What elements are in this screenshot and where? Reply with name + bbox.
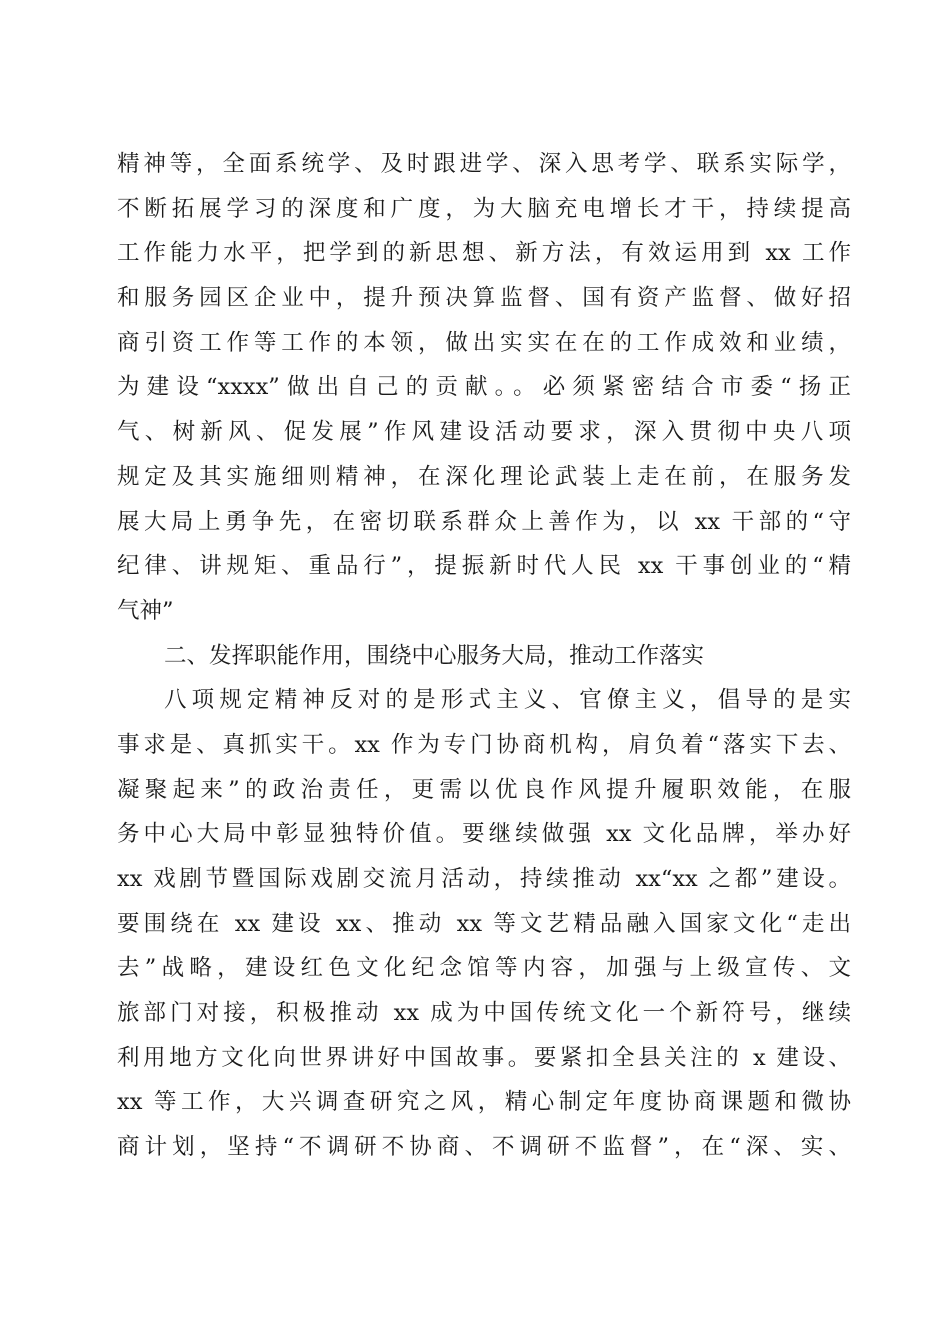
text-line: 去”战略，建设红色文化纪念馆等内容，加强与上级宣传、文 xyxy=(117,955,851,982)
text-line: 利用地方文化向世界讲好中国故事。要紧扣全县关注的 x 建设、 xyxy=(117,1044,851,1071)
text-line: xx 等工作，大兴调查研究之风，精心制定年度协商课题和微协 xyxy=(117,1089,851,1116)
text-line: 和服务园区企业中，提升预决算监督、国有资产监督、做好招 xyxy=(117,285,851,312)
text-line: 商引资工作等工作的本领，做出实实在在的工作成效和业绩， xyxy=(117,329,851,356)
text-line: 为建设“xxxx”做出自己的贡献。。必须紧密结合市委“扬正 xyxy=(117,374,851,401)
text-line: 工作能力水平，把学到的新思想、新方法，有效运用到 xx 工作 xyxy=(117,240,851,267)
text-line: 事求是、真抓实干。xx 作为专门协商机构，肩负着“落实下去、 xyxy=(117,731,851,758)
text-line: 纪律、讲规矩、重品行”，提振新时代人民 xx 干事创业的“精 xyxy=(117,553,851,580)
text-line: 旅部门对接，积极推动 xx 成为中国传统文化一个新符号，继续 xyxy=(117,1000,851,1027)
text-line: 展大局上勇争先，在密切联系群众上善作为，以 xx 干部的“守 xyxy=(117,508,851,535)
text-line: 精神等，全面系统学、及时跟进学、深入思考学、联系实际学， xyxy=(117,151,851,177)
text-line: 商计划，坚持“不调研不协商、不调研不监督”，在“深、实、 xyxy=(117,1134,851,1161)
text-line: xx 戏剧节暨国际戏剧交流月活动，持续推动 xx“xx 之都”建设。 xyxy=(117,866,851,892)
body-text xyxy=(117,142,851,1170)
text-line: 八项规定精神反对的是形式主义、官僚主义，倡导的是实 xyxy=(164,687,851,714)
text-line: 不断拓展学习的深度和广度，为大脑充电增长才干，持续提高 xyxy=(117,195,851,222)
text-line: 凝聚起来”的政治责任，更需以优良作风提升履职效能，在服 xyxy=(117,776,851,803)
text-line: 要围绕在 xx 建设 xx、推动 xx 等文艺精品融入国家文化“走出 xyxy=(117,910,851,937)
text-line: 规定及其实施细则精神，在深化理论武装上走在前，在服务发 xyxy=(117,463,851,490)
text-line: 务中心大局中彰显独特价值。要继续做强 xx 文化品牌，举办好 xyxy=(117,821,851,848)
text-line: 气神” xyxy=(117,597,174,624)
section-heading: 二、发挥职能作用，围绕中心服务大局，推动工作落实 xyxy=(164,642,705,669)
text-line: 气、树新风、促发展”作风建设活动要求，深入贯彻中央八项 xyxy=(117,419,851,446)
